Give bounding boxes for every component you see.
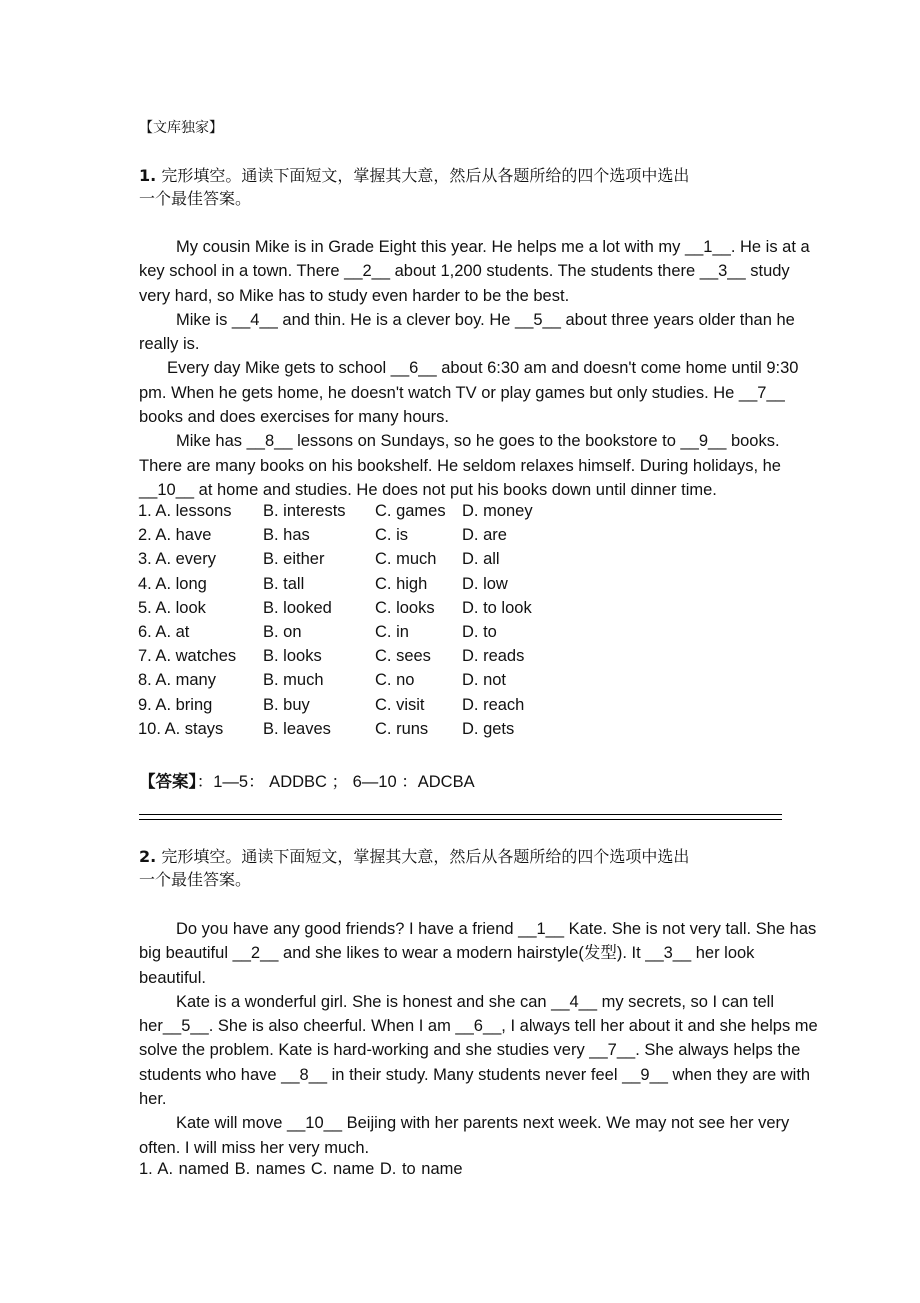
option-cell: C. much	[375, 550, 437, 569]
option-cell: B. much	[263, 671, 324, 690]
q2-instruction-line2: 一个最佳答案。	[139, 870, 252, 889]
option-cell: B. leaves	[263, 719, 331, 738]
option-cell: B. on	[263, 622, 302, 641]
option-cell: C. in	[375, 622, 409, 641]
option-cell: B. tall	[263, 574, 305, 593]
option-row	[138, 623, 552, 647]
option-cell: C. high	[375, 574, 428, 593]
option-cell: 5. A. look	[138, 598, 206, 617]
q2-number: 2.	[139, 847, 157, 866]
option-cell: B. buy	[263, 695, 310, 714]
answer-label: 【答案】	[139, 772, 197, 791]
option-cell: 4. A. long	[138, 574, 207, 593]
option-cell: 7. A. watches	[138, 647, 237, 666]
q2-option-row: 1. A. named B. names C. name D. to name	[139, 1160, 463, 1178]
answer-text: ：1—5： ADDBC ； 6—10 ：ADCBA	[196, 773, 475, 791]
option-cell: B. looked	[263, 598, 332, 617]
option-cell: D. reads	[462, 647, 525, 666]
option-cell: B. either	[263, 550, 325, 569]
q1-paragraph: My cousin Mike is in Grade Eight this year. He helps me a lot with my __1__. He is at a key school in a town. There __2__ about 1,200 students. The students there __3__ study very hard, so Mike has to study even harder to be the best.	[139, 238, 810, 305]
option-cell: D. to	[462, 622, 497, 641]
option-cell: 10. A. stays	[138, 719, 224, 738]
q2-paragraph: Kate is a wonderful girl. She is honest and she can __4__ my secrets, so I can tell her__5__. She is also cheerful. When I am __6__, I always tell her about it and she helps me solve the problem. Kate is hard-working and she studies very __7__. She always helps the students who have __8__ in their study. Many students never feel __9__ when they are with her.	[139, 992, 818, 1109]
exclusive-tag: 【文库独家】	[139, 120, 223, 136]
option-cell: 6. A. at	[138, 622, 190, 641]
q2-paragraph: Do you have any good friends? I have a friend __1__ Kate. She is not very tall. She has big beautiful __2__ and she likes to wear a modern hairstyle(发型). It __3__ her look beautiful.	[139, 920, 817, 987]
option-cell: B. looks	[263, 647, 322, 666]
option-cell: C. no	[375, 671, 415, 690]
option-cell: 8. A. many	[138, 671, 216, 690]
option-cell: D. are	[462, 526, 507, 545]
option-cell: 3. A. every	[138, 550, 216, 569]
option-cell: D. not	[462, 671, 507, 690]
option-row	[138, 696, 552, 720]
option-row	[138, 720, 552, 744]
q1-paragraph: Mike has __8__ lessons on Sundays, so he goes to the bookstore to __9__ books. There are many books on his bookshelf. He seldom relaxes himself. During holidays, he __10__ at home and studies. He does not put his books down until dinner time.	[139, 432, 781, 499]
option-cell: C. looks	[375, 598, 435, 617]
option-row	[138, 599, 552, 623]
q1-paragraph: Mike is __4__ and thin. He is a clever boy. He __5__ about three years older than he really is.	[139, 310, 795, 354]
option-cell: C. visit	[375, 695, 425, 714]
q1-number: 1.	[139, 166, 157, 185]
option-cell: C. runs	[375, 719, 429, 738]
option-row	[138, 526, 552, 550]
q1-options-table	[138, 502, 552, 744]
option-row	[138, 575, 552, 599]
option-row	[138, 550, 552, 574]
q1-instruction	[139, 164, 689, 210]
option-cell: D. reach	[462, 695, 525, 714]
q1-passage	[139, 235, 819, 502]
option-cell: 1. A. lessons	[138, 502, 232, 520]
option-cell: D. to look	[462, 598, 532, 617]
q2-instruction-line1: 完形填空。通读下面短文，掌握其大意，然后从各题所给的四个选项中选出	[161, 847, 690, 866]
option-row	[138, 502, 552, 526]
option-cell: C. sees	[375, 647, 431, 666]
q2-instruction	[139, 845, 689, 891]
option-cell: D. money	[462, 502, 533, 520]
option-cell: B. interests	[263, 502, 346, 520]
q2-passage	[139, 917, 819, 1160]
q1-instruction-line2: 一个最佳答案。	[139, 189, 252, 208]
option-cell: D. gets	[462, 719, 515, 738]
section-divider	[139, 814, 782, 820]
q1-paragraph: Every day Mike gets to school __6__ about 6:30 am and doesn't come home until 9:30 pm. When he gets home, he doesn't watch TV or play games but only studies. He __7__ books and does exercises for many hours.	[139, 359, 799, 427]
option-cell: B. has	[263, 526, 310, 545]
option-row	[138, 671, 552, 695]
option-cell: D. low	[462, 574, 508, 593]
q2-paragraph: Kate will move __10__ Beijing with her parents next week. We may not see her very often. I will miss her very much.	[139, 1114, 790, 1157]
option-cell: C. is	[375, 526, 408, 545]
option-cell: D. all	[462, 550, 500, 569]
option-cell: 9. A. bring	[138, 695, 213, 714]
option-row	[138, 647, 552, 671]
option-cell: 2. A. have	[138, 526, 212, 545]
q1-instruction-line1: 完形填空。通读下面短文，掌握其大意，然后从各题所给的四个选项中选出	[161, 166, 690, 185]
option-cell: C. games	[375, 502, 446, 520]
q1-answer	[139, 768, 475, 792]
